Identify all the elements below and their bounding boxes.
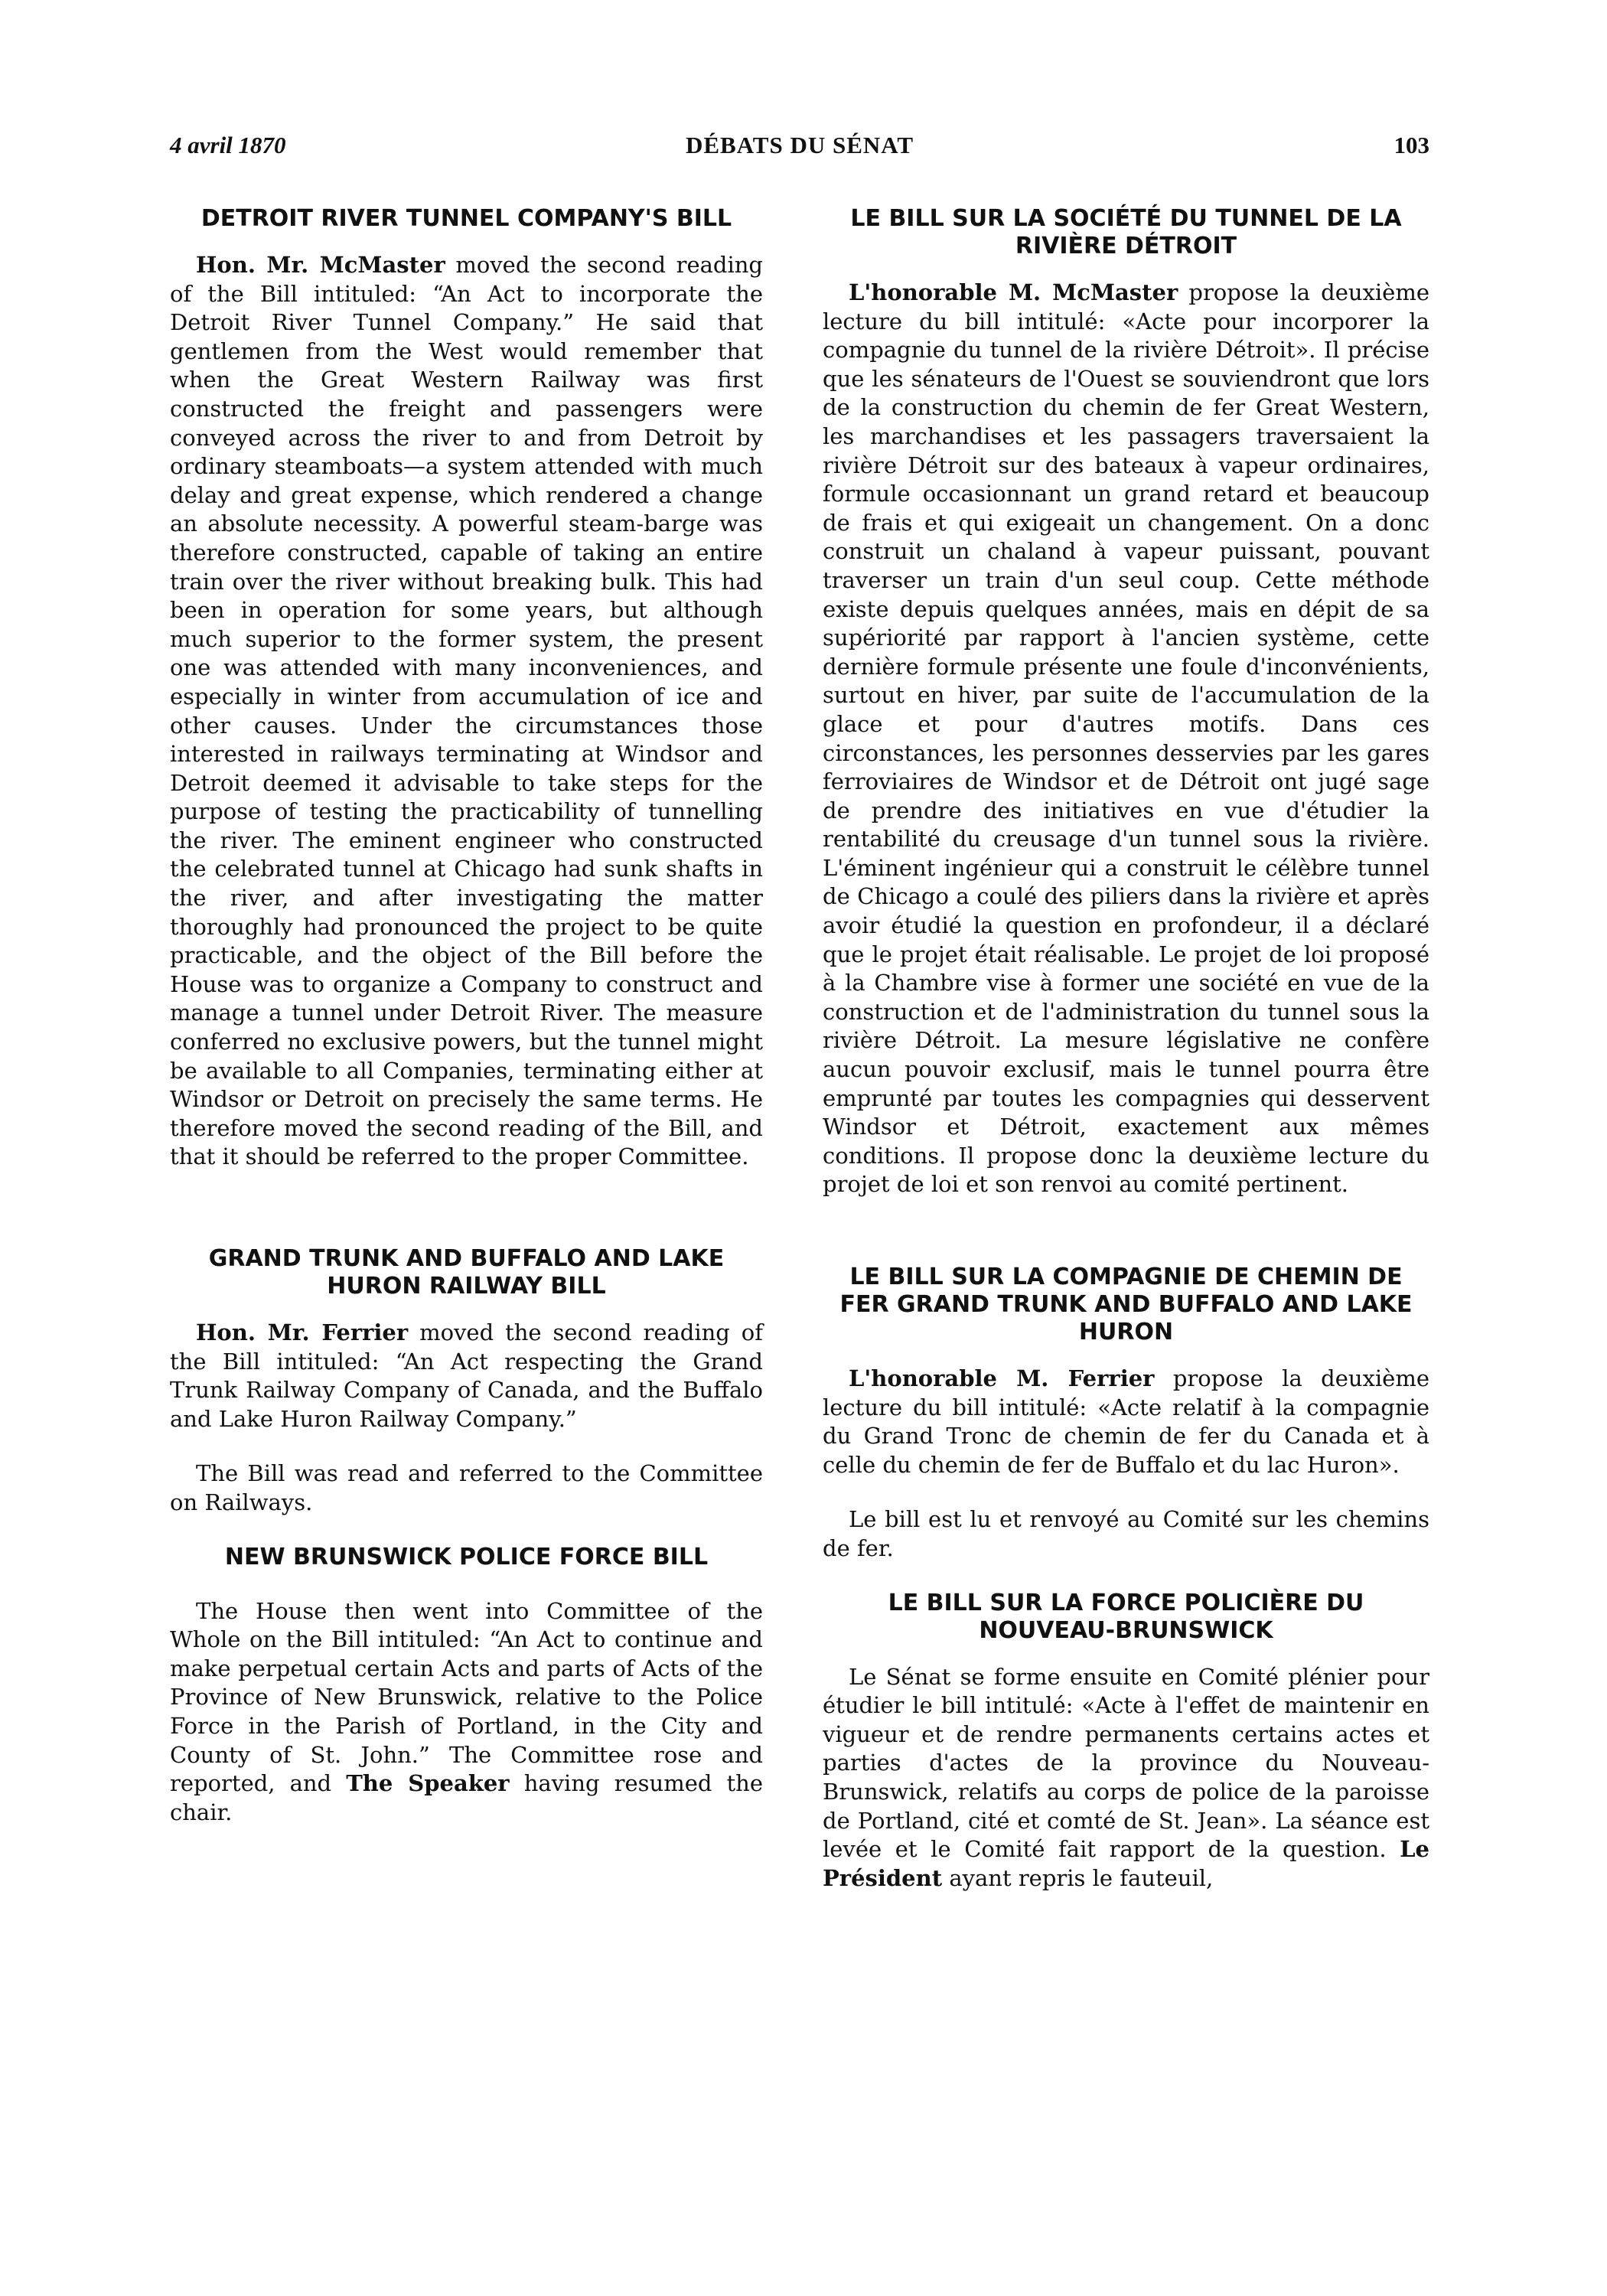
- page-header: [170, 132, 1429, 170]
- header-date: 4 avril 1870: [170, 132, 286, 158]
- section-detroit-tunnel-en: [170, 205, 763, 1172]
- header-title: DÉBATS DU SÉNAT: [685, 132, 914, 158]
- paragraph-text: propose la deuxième lecture du bill intitulé: «Acte relatif à la compagnie du Grand Tronc de chemin de fer du Canada et à celle du chemin de fer de Buffalo et du lac Huron».: [823, 1365, 1430, 1478]
- english-column: [170, 205, 763, 1853]
- section-police-force-en: [170, 1544, 763, 1828]
- paragraph: [170, 251, 763, 1172]
- paragraph-text: ayant repris le fauteuil,: [949, 1864, 1214, 1891]
- paragraph: The Bill was read and referred to the Committee on Railways.: [170, 1460, 763, 1515]
- section-heading: LE BILL SUR LA FORCE POLICIÈRE DU NOUVEAU-BRUNSWICK: [888, 1589, 1364, 1644]
- section-heading: NEW BRUNSWICK POLICE FORCE BILL: [224, 1543, 709, 1570]
- paragraph-text: propose la deuxième lecture du bill intitulé: «Acte pour incorporer la compagnie du tunnel de la rivière Détroit». Il précise que les sénateurs de l'Ouest se souviendront que lors de la construction du chemin de fer Great Western, les marchandises et les passagers traversaient la rivière Détroit sur des bateaux à vapeur ordinaires, formule occasionnant un grand retard et beaucoup de frais et qui exigeait un changement. On a donc construit un chaland à vapeur puissant, pouvant traverser un train d'un seul coup. Cette méthode existe depuis quelques années, mais en dépit de sa supériorité par rapport à l'ancien système, cette dernière formule présente une foule d'inconvénients, surtout en hiver, par suite de l'accumulation de la glace et pour d'autres motifs. Dans ces circonstances, les personnes desservies par les gares ferroviaires de Windsor et de Détroit ont jugé sage de prendre des initiatives en vue d'étudier la rentabilité du creusage d'un tunnel sous la rivière. L'éminent ingénieur qui a construit le célèbre tunnel de Chicago a coulé des piliers dans la rivière et après avoir étudié la question en profondeur, il a déclaré que le projet était réalisable. Le projet de loi proposé à la Chambre vise à former une société en vue de la construction et de l'administration du tunnel sous la rivière Détroit. La mesure législative ne confère aucun pouvoir exclusif, mais le tunnel pourra être emprunté par toutes les compagnies qui desservent Windsor et Détroit, exactement aux mêmes conditions. Il propose donc la deuxième lecture du projet de loi et son renvoi au comité pertinent.: [823, 279, 1429, 1198]
- paragraph: Le bill est lu et renvoyé au Comité sur les chemins de fer.: [823, 1506, 1429, 1561]
- section-heading: DETROIT RIVER TUNNEL COMPANY'S BILL: [200, 205, 732, 232]
- section-police-force-fr: [823, 1590, 1429, 1893]
- speaker-name: Le Président: [823, 1836, 1429, 1891]
- section-detroit-tunnel-fr: [823, 205, 1429, 1199]
- speaker-name: The Speaker: [346, 1770, 510, 1797]
- paragraph-text: moved the second reading of the Bill intituled: “An Act to incorporate the Detroit River Tunnel Company.” He said that gentlemen from the West would remember that when the Great Western Railway was first constructed the freight and passengers were conveyed across the river to and from Detroit by ordinary steamboats—a system attended with much delay and great expense, which rendered a change an absolute necessity. A powerful steam-barge was therefore constructed, capable of taking an entire train over the river without breaking bulk. This had been in operation for some years, but although much superior to the former system, the present one was attended with many inconveniences, and especially in winter from accumulation of ice and other causes. Under the circumstances those interested in railways terminating at Windsor and Detroit deemed it advisable to take steps for the purpose of testing the practicability of tunnelling the river. The eminent engineer who constructed the celebrated tunnel at Chicago had sunk shafts in the river, and after investigating the matter thoroughly had pronounced the project to be quite practicable, and the object of the Bill before the House was to organize a Company to construct and manage a tunnel under Detroit River. The measure conferred no exclusive powers, but the tunnel might be available to all Companies, terminating either at Windsor or Detroit on precisely the same terms. He therefore moved the second reading of the Bill, and that it should be referred to the proper Committee.: [170, 252, 763, 1170]
- paragraph: [170, 1319, 763, 1433]
- paragraph: [823, 1663, 1429, 1893]
- section-heading: LE BILL SUR LA COMPAGNIE DE CHEMIN DE FER GRAND TRUNK AND BUFFALO AND LAKE HURON: [839, 1264, 1413, 1345]
- speaker-name: Hon. Mr. McMaster: [196, 252, 445, 278]
- paragraph-text: The House then went into Committee of the Whole on the Bill intituled: “An Act to continue and make perpetual certain Acts and parts of Acts of the Province of New Brunswick, relative to the Police Force in the Parish of Portland, in the City and County of St. John.” The Committee rose and reported, and: [170, 1597, 763, 1797]
- section-heading: LE BILL SUR LA SOCIÉTÉ DU TUNNEL DE LA RIVIÈRE DÉTROIT: [850, 205, 1402, 259]
- french-column: [823, 205, 1429, 1919]
- speaker-name: Hon. Mr. Ferrier: [196, 1319, 409, 1345]
- page-number: 103: [1393, 132, 1429, 158]
- speaker-name: L'honorable M. Ferrier: [849, 1365, 1155, 1391]
- section-heading: GRAND TRUNK AND BUFFALO AND LAKE HURON RAILWAY BILL: [208, 1245, 725, 1300]
- section-grand-trunk-fr: [823, 1264, 1429, 1564]
- speaker-name: L'honorable M. McMaster: [849, 279, 1178, 305]
- paragraph: [823, 279, 1429, 1199]
- paragraph: [170, 1597, 763, 1828]
- paragraph: [823, 1365, 1429, 1479]
- paragraph-text: moved the second reading of the Bill intituled: “An Act respecting the Grand Trunk Railway Company of Canada, and the Buffalo and Lake Huron Railway Company.”: [170, 1319, 764, 1432]
- section-grand-trunk-en: [170, 1245, 763, 1518]
- paragraph-text: having resumed the chair.: [170, 1770, 764, 1825]
- paragraph-text: Le Sénat se forme ensuite en Comité plénier pour étudier le bill intitulé: «Acte à l'effet de maintenir en vigueur et de rendre permanents certains actes et parties d'actes de la province du Nouveau-Brunswick, relatifs au corps de police de la paroisse de Portland, cité et comté de St. Jean». La séance est levée et le Comité fait rapport de la question.: [823, 1663, 1429, 1863]
